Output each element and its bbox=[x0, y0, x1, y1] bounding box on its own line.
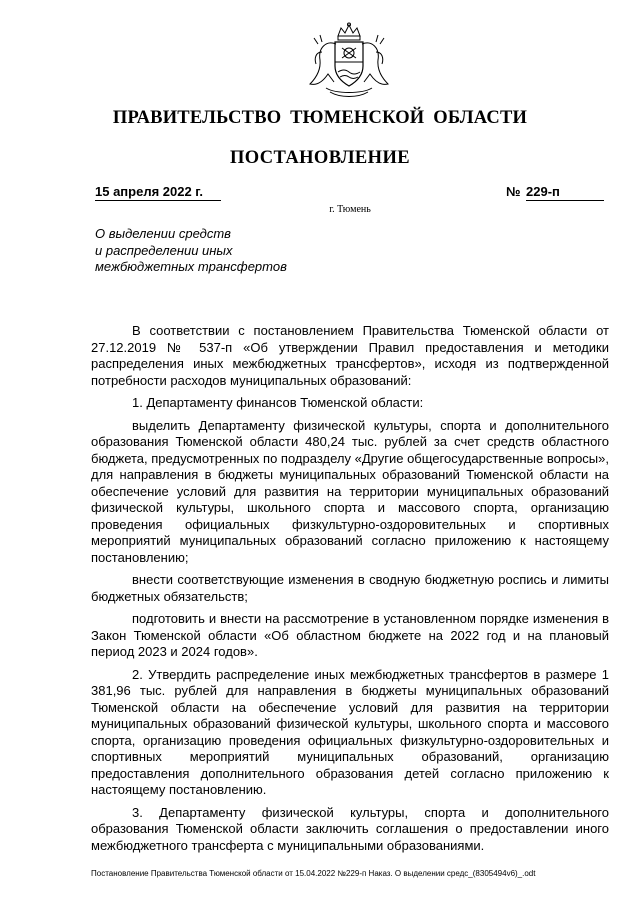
subject-line: О выделении средств bbox=[95, 226, 231, 241]
government-name: ПРАВИТЕЛЬСТВО ТЮМЕНСКОЙ ОБЛАСТИ bbox=[112, 108, 528, 128]
document-number: 229-п bbox=[526, 184, 604, 201]
body-paragraph: 3. Департаменту физической культуры, спорта и дополнительного образования Тюменской области заключить соглашения о предоставлении иного межбюджетного трансферта с муниципальными образованиями. bbox=[91, 804, 609, 853]
body-paragraph: выделить Департаменту физической культуры, спорта и дополнительного образования Тюменской области 480,24 тыс. рублей за счет средств областного бюджета, предусмотренных по подразделу «Другие общегосударственные вопросы», для направления в бюджеты муниципальных образований Тюменской области на обеспечение условий для развития на территории муниципальных образований физической культуры, школьного спорта и массового спорта, организацию проведения официальных физкультурно-оздоровительных и спортивных мероприятий муниципальных образований согласно приложению к настоящему постановлению; bbox=[91, 417, 609, 565]
number-label: № bbox=[506, 184, 521, 199]
subject-line: и распределении иных bbox=[95, 242, 233, 258]
subject-line: межбюджетных трансфертов bbox=[95, 259, 287, 274]
document-date: 15 апреля 2022 г. bbox=[95, 184, 221, 201]
document-subject bbox=[95, 226, 287, 276]
body-paragraph: подготовить и внести на рассмотрение в установленном порядке изменения в Закон Тюменской области «Об областном бюджете на 2022 год и на плановый период 2023 и 2024 годов». bbox=[91, 611, 609, 659]
body-paragraph: 2. Утвердить распределение иных межбюджетных трансфертов в размере 1 381,96 тыс. рублей для направления в бюджеты муниципальных образований Тюменской области на обеспечение условий для развития на территории муниципальных образований физической культуры, школьного спорта и массового спорта, организацию проведения официальных физкультурно-оздоровительных и спортивных мероприятий муниципальных образований, организацию предоставления дополнительного образования детей согласно приложению к настоящему постановлению. bbox=[91, 666, 609, 797]
tyumen-coat-of-arms-icon bbox=[300, 22, 398, 100]
city-name: г. Тюмень bbox=[329, 204, 371, 215]
body-paragraph: В соответствии с постановлением Правительства Тюменской области от 27.12.2019 № 537-п «Об утверждении Правил предоставления и методики распределения иных межбюджетных трансфертов», исходя из подтвержденной потребности расходов муниципальных образований: bbox=[91, 323, 609, 388]
document-type-title: ПОСТАНОВЛЕНИЕ bbox=[229, 148, 410, 168]
document-footer: Постановление Правительства Тюменской области от 15.04.2022 №229-п Наказ. О выделении средс_(8305494v6)_.odt bbox=[91, 869, 536, 878]
body-paragraph: внести соответствующие изменения в сводную бюджетную роспись и лимиты бюджетных обязательств; bbox=[91, 572, 609, 604]
body-paragraph: 1. Департаменту финансов Тюменской области: bbox=[132, 395, 424, 410]
document-body bbox=[91, 323, 609, 860]
